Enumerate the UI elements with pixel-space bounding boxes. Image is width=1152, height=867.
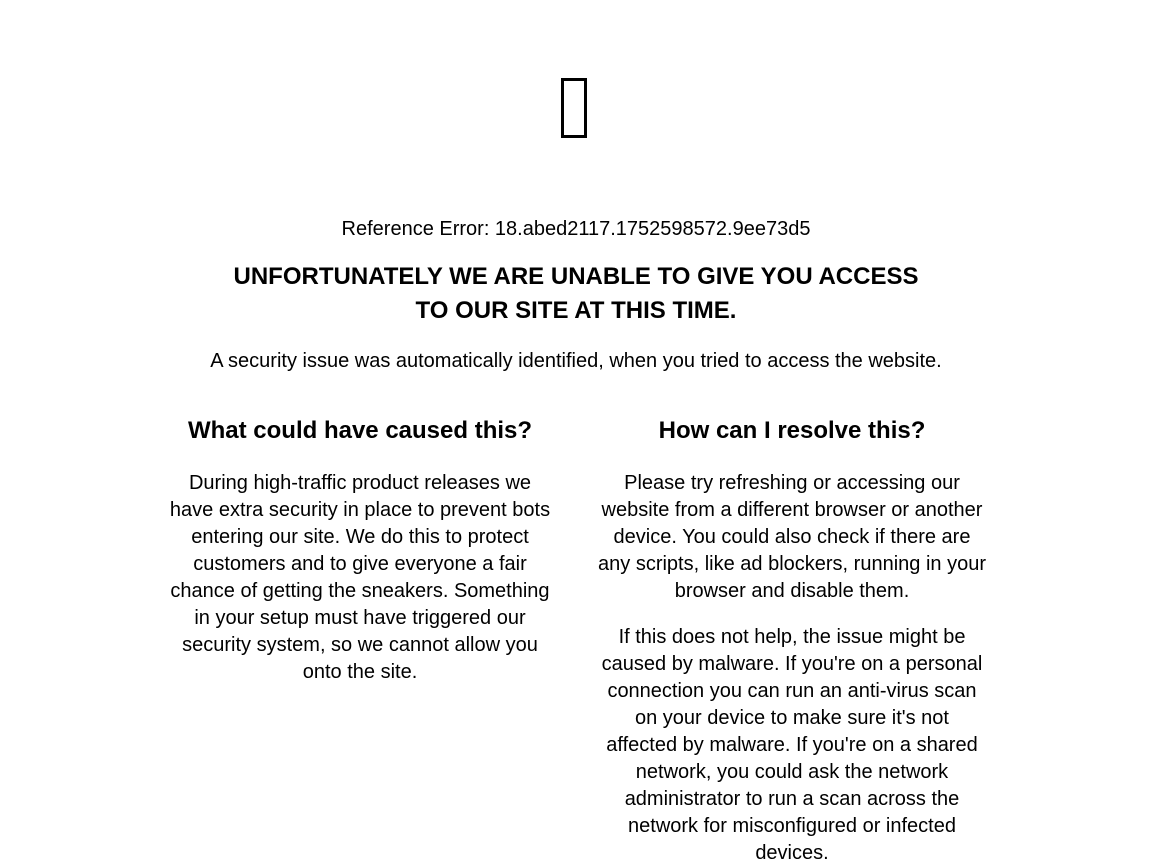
page-title: UNFORTUNATELY WE ARE UNABLE TO GIVE YOU ACCESS TO OUR SITE AT THIS TIME. [233,263,919,324]
cause-heading: What could have caused this? [187,417,533,444]
resolve-body-1: Please try refreshing or accessing our website from a different browser or another device. You could also check if there are any scripts, like ad blockers, running in your browser and disable them. [598,472,986,602]
reference-error: Reference Error: 18.abed2117.1752598572.9ee73d5 [341,218,811,240]
intro-text: A security issue was automatically identified, when you tried to access the website. [210,350,942,372]
missing-glyph-icon [561,78,587,138]
resolve-heading: How can I resolve this? [658,417,926,444]
resolve-body-2: If this does not help, the issue might be caused by malware. If you're on a personal connection you can run an anti-virus scan on your device to make sure it's not affected by malware. If you're on a shared network, you could ask the network administrator to run a scan across the network for misconfigured or infected devices. [601,626,983,864]
cause-section [165,414,555,686]
cause-body: During high-traffic product releases we have extra security in place to prevent bots entering our site. We do this to protect customers and to give everyone a fair chance of getting the sneakers. Something in your setup must have triggered our security system, so we cannot allow you onto the site. [169,472,551,683]
resolve-section [597,414,987,867]
